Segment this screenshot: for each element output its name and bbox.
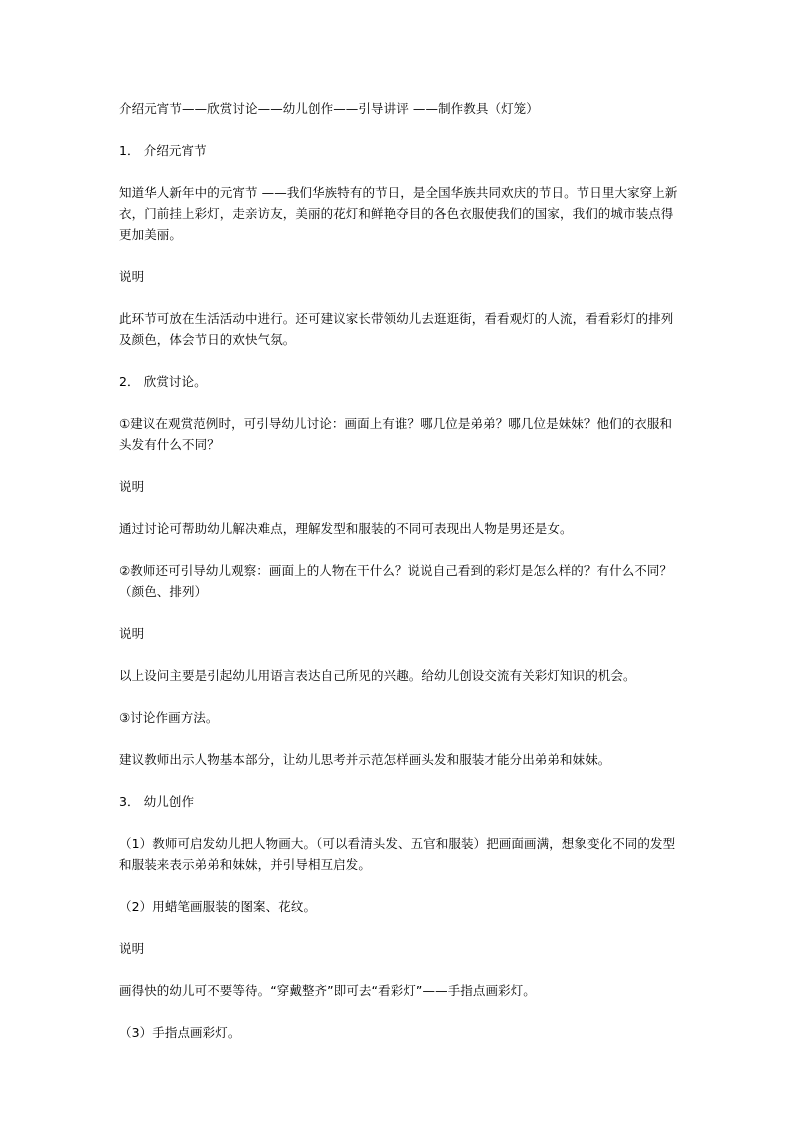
note-label: 说明 — [119, 626, 145, 641]
note-label: 说明 — [119, 269, 145, 284]
paragraph-note-3: 以上设问主要是引起幼儿用语言表达自己所见的兴趣。给幼儿创设交流有关彩灯知识的机会。 — [119, 668, 636, 683]
paragraph-discussion-1: ①建议在观赏范例时，可引导幼儿讨论：画面上有谁？哪几位是弟弟？哪几位是妹妹？他们的衣服和头发有什么不同？ — [119, 416, 673, 452]
paragraph-creation-3: （3）手指点画彩灯。 — [119, 1025, 241, 1040]
paragraph-discussion-2: ②教师还可引导幼儿观察：画面上的人物在干什么？说说自己看到的彩灯是怎么样的？有什么不同？（颜色、排列） — [119, 563, 673, 599]
note-label: 说明 — [119, 941, 145, 956]
paragraph-suggestion: 建议教师出示人物基本部分，让幼儿思考并示范怎样画头发和服装才能分出弟弟和妹妹。 — [119, 752, 611, 767]
document-body — [119, 98, 679, 1064]
paragraph-intro: 知道华人新年中的元宵节 ——我们华族特有的节日，是全国华族共同欢庆的节日。节日里大家穿上新衣，门前挂上彩灯，走亲访友，美丽的花灯和鲜艳夺目的各色衣服使我们的国家，我们的城市装点得更加美丽。 — [119, 185, 678, 242]
paragraph-creation-1: （1）教师可启发幼儿把人物画大。（可以看清头发、五官和服装）把画面画满，想象变化不同的发型和服装来表示弟弟和妹妹，并引导相互启发。 — [119, 836, 676, 872]
section-heading-2: 2． 欣赏讨论。 — [119, 374, 207, 389]
paragraph-note-4: 画得快的幼儿可不要等待。“穿戴整齐”即可去“看彩灯”——手指点画彩灯。 — [119, 983, 536, 998]
paragraph-note-2: 通过讨论可帮助幼儿解决难点，理解发型和服装的不同可表现出人物是男还是女。 — [119, 521, 573, 536]
lesson-flow-heading: 介绍元宵节——欣赏讨论——幼儿创作——引导讲评 ——制作教具（灯笼） — [119, 101, 539, 116]
note-label: 说明 — [119, 479, 145, 494]
paragraph-discussion-3: ③讨论作画方法。 — [119, 710, 219, 725]
paragraph-creation-2: （2）用蜡笔画服装的图案、花纹。 — [119, 899, 317, 914]
section-heading-1: 1． 介绍元宵节 — [119, 143, 207, 158]
paragraph-note-1: 此环节可放在生活活动中进行。还可建议家长带领幼儿去逛逛街，看看观灯的人流，看看彩灯的排列及颜色，体会节日的欢快气氛。 — [119, 311, 674, 347]
section-heading-3: 3． 幼儿创作 — [119, 794, 195, 809]
